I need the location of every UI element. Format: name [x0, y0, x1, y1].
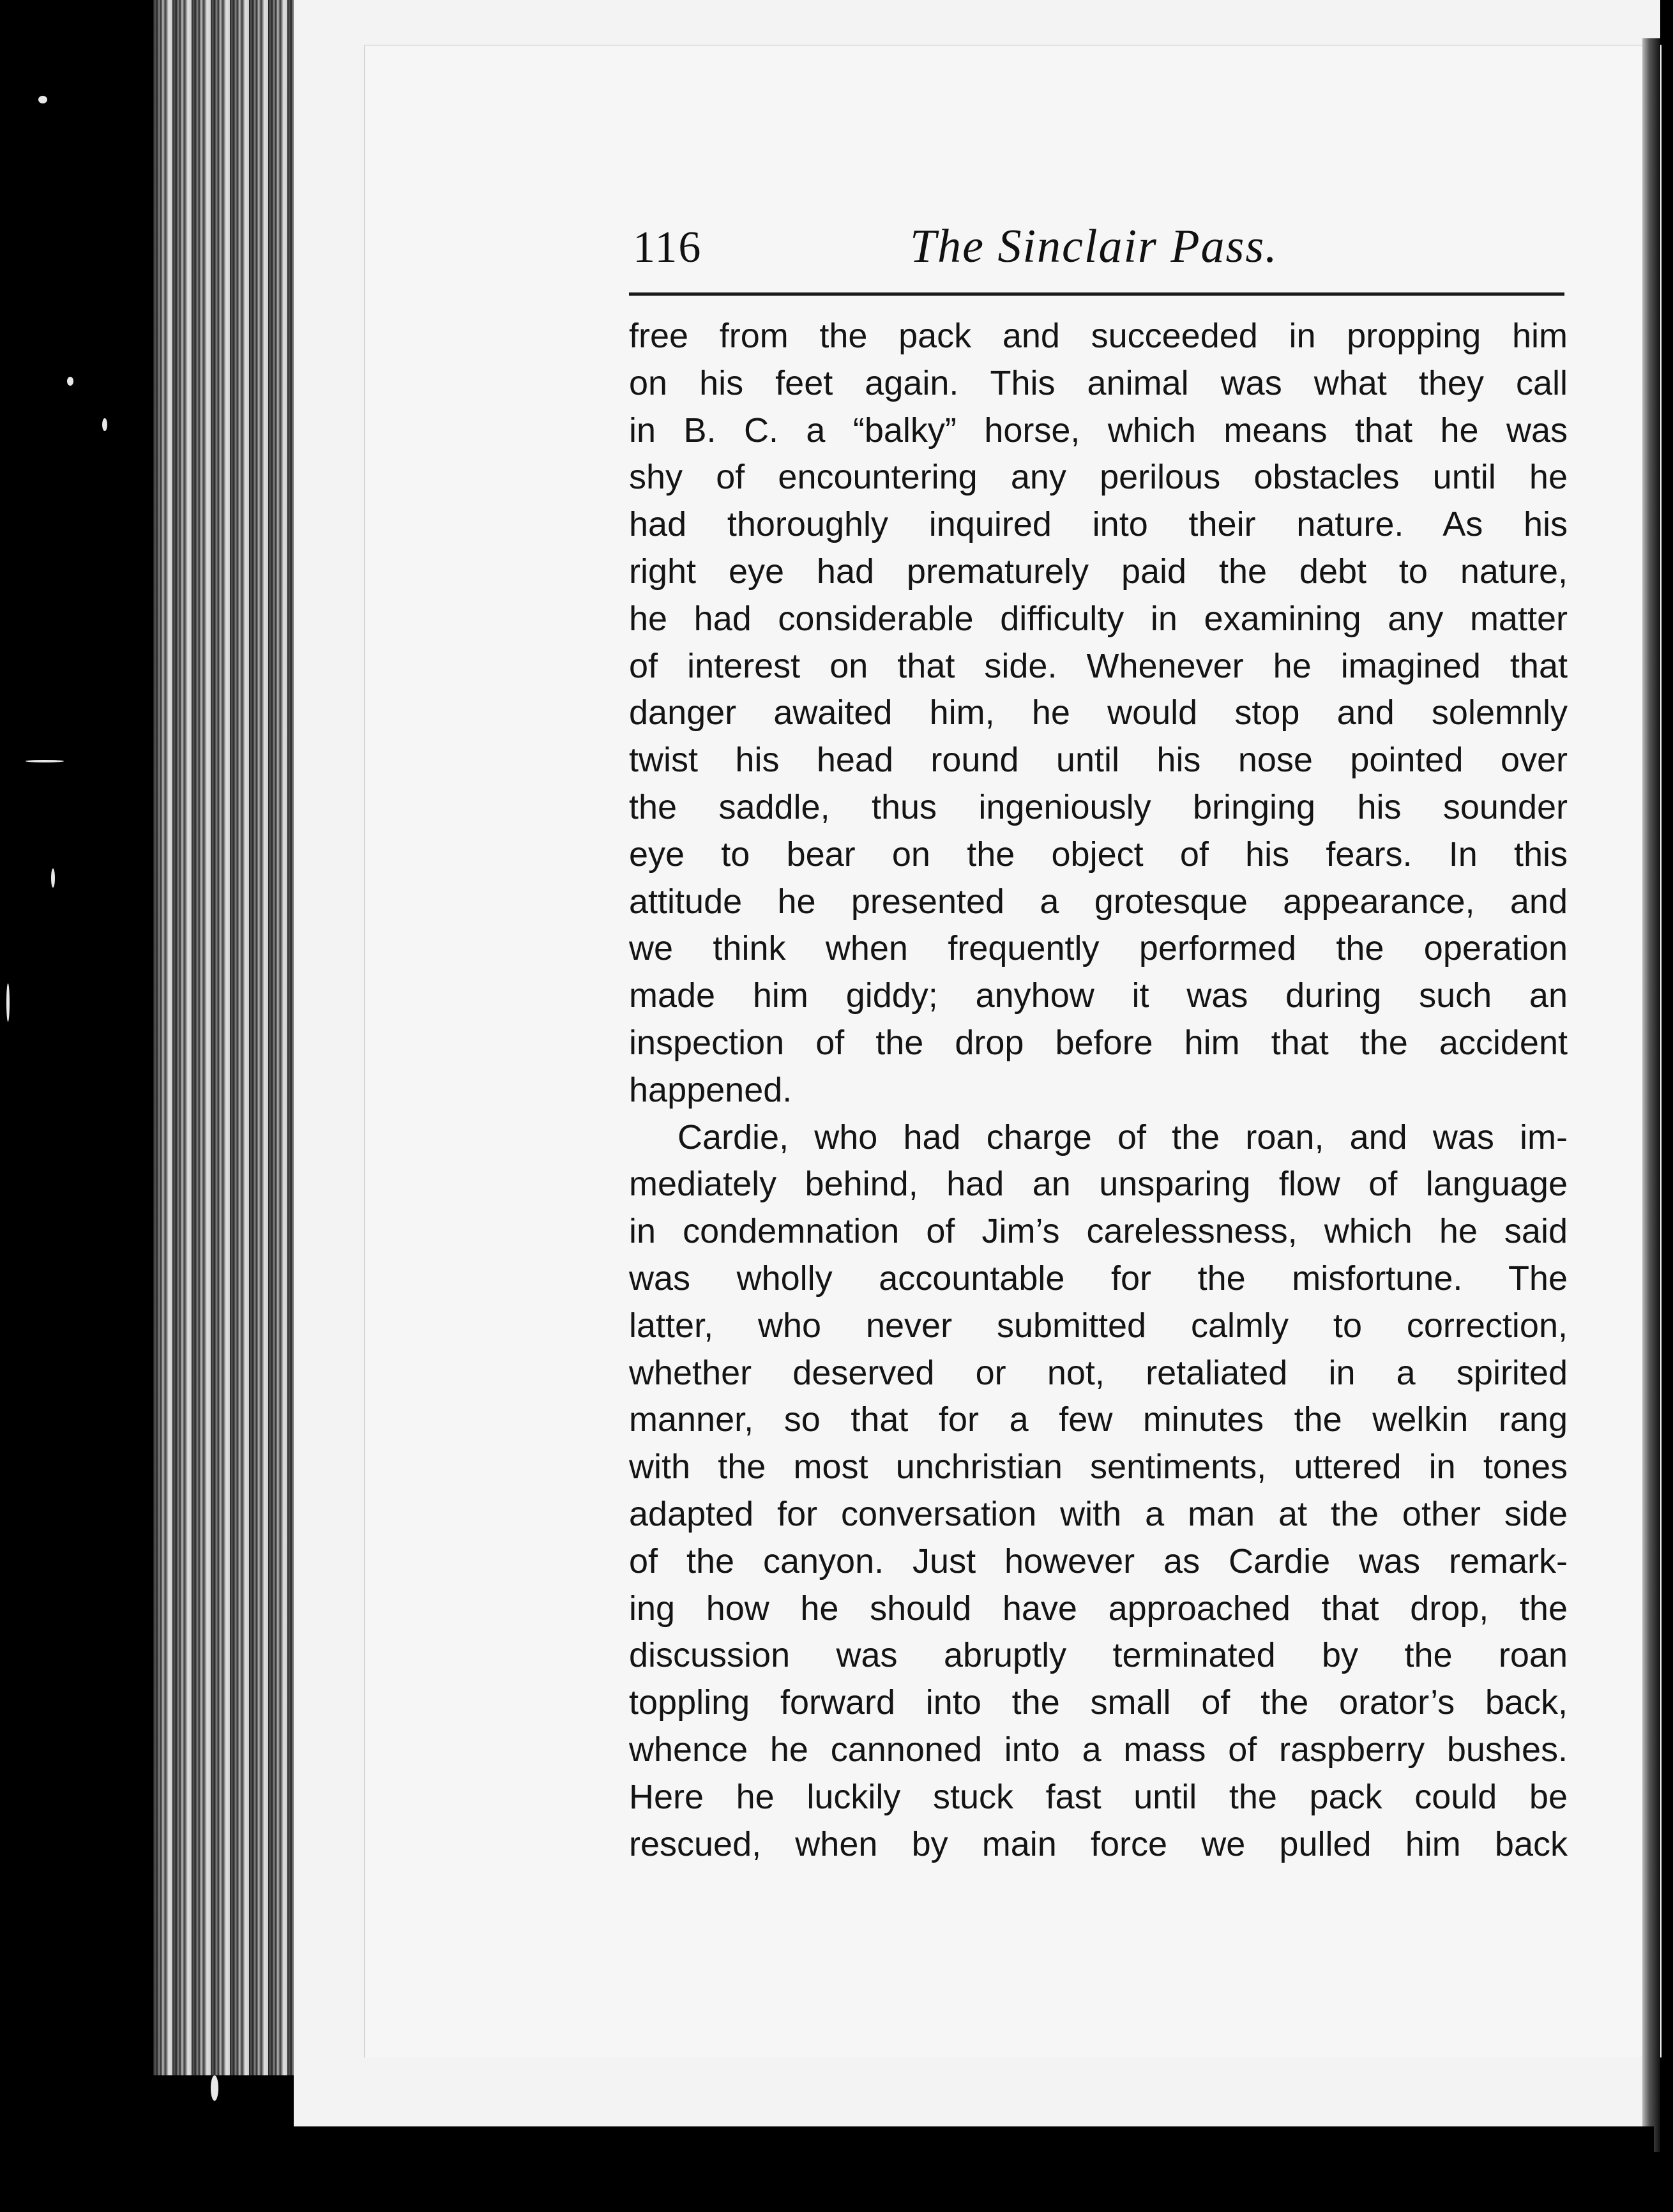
- text-line: of the canyon. Just however as Cardie was remark-: [629, 1542, 1568, 1580]
- text-line: in B. C. a “balky” horse, which means that he was: [629, 411, 1568, 450]
- running-title: The Sinclair Pass.: [910, 220, 1278, 273]
- scan-speck: [6, 983, 10, 1022]
- text-line: manner, so that for a few minutes the welkin rang: [629, 1400, 1568, 1439]
- body-text: [629, 313, 1568, 1868]
- text-line: latter, who never submitted calmly to correction,: [629, 1306, 1568, 1345]
- text-line: he had considerable difficulty in examining any matter: [629, 599, 1568, 638]
- text-line: shy of encountering any perilous obstacles until he: [629, 458, 1568, 497]
- text-line: whether deserved or not, retaliated in a spirited: [629, 1353, 1568, 1392]
- text-line: discussion was abruptly terminated by the roan: [629, 1636, 1568, 1675]
- header-rule: [629, 292, 1564, 296]
- text-line: had thoroughly inquired into their nature. As his: [629, 505, 1568, 544]
- text-line: Here he luckily stuck fast until the pack could be: [629, 1777, 1568, 1816]
- text-line: of interest on that side. Whenever he imagined that: [629, 646, 1568, 685]
- text-line: eye to bear on the object of his fears. In this: [629, 835, 1568, 874]
- text-line: inspection of the drop before him that the accident: [629, 1023, 1568, 1062]
- text-line: danger awaited him, he would stop and solemnly: [629, 693, 1568, 732]
- text-line: with the most unchristian sentiments, uttered in tones: [629, 1448, 1568, 1487]
- scan-speck: [211, 2075, 218, 2101]
- scan-speck: [26, 760, 64, 762]
- text-line: rescued, when by main force we pulled him back: [629, 1824, 1568, 1863]
- page-number: 116: [633, 223, 702, 272]
- scan-speck: [51, 868, 55, 888]
- text-line: happened.: [629, 1070, 792, 1109]
- scan-speck: [38, 96, 47, 103]
- paragraph: [629, 313, 1568, 1114]
- text-line: we think when frequently performed the operation: [629, 929, 1568, 968]
- text-line: right eye had prematurely paid the debt to nature,: [629, 552, 1568, 591]
- text-line: in condemnation of Jim’s carelessness, which he said: [629, 1212, 1568, 1251]
- page-edges: [153, 0, 300, 2075]
- scan-speck: [102, 418, 107, 431]
- text-line: attitude he presented a grotesque appearance, and: [629, 882, 1568, 921]
- scan-bottom-shadow: [383, 2126, 1654, 2212]
- text-line: twist his head round until his nose pointed over: [629, 741, 1568, 780]
- text-line: ing how he should have approached that drop, the: [629, 1589, 1568, 1628]
- scan-speck: [67, 377, 73, 386]
- text-line: mediately behind, had an unsparing flow of language: [629, 1165, 1568, 1204]
- text-line: Cardie, who had charge of the roan, and was im-: [678, 1117, 1568, 1156]
- text-line: free from the pack and succeeded in propping him: [629, 317, 1568, 355]
- page-header: [629, 211, 1568, 281]
- text-line: whence he cannoned into a mass of raspberry bushes.: [629, 1730, 1568, 1769]
- text-line: was wholly accountable for the misfortune. The: [629, 1259, 1568, 1298]
- paragraph: [629, 1114, 1568, 1868]
- text-line: toppling forward into the small of the orator’s back,: [629, 1683, 1568, 1722]
- text-line: on his feet again. This animal was what they call: [629, 363, 1568, 402]
- text-line: adapted for conversation with a man at the other side: [629, 1494, 1568, 1533]
- page-right-edge: [1642, 38, 1660, 2152]
- text-line: the saddle, thus ingeniously bringing his sounder: [629, 787, 1568, 826]
- text-line: made him giddy; anyhow it was during such an: [629, 976, 1568, 1015]
